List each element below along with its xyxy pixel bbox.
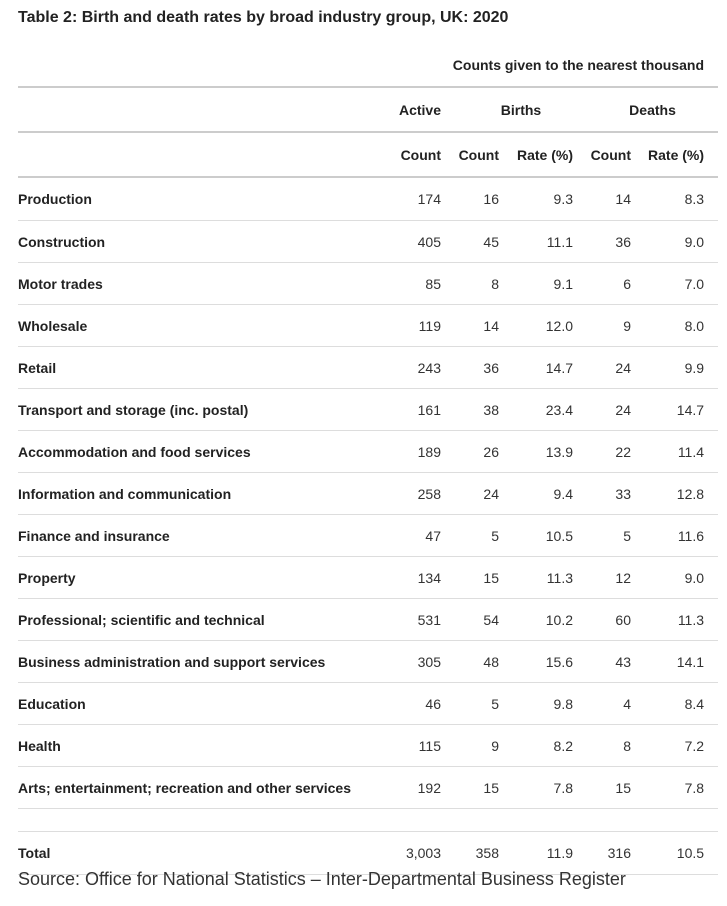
deaths-count: 4 [587, 683, 645, 725]
table-row [18, 557, 718, 599]
active-count: 243 [383, 347, 455, 389]
active-count: 192 [383, 767, 455, 809]
spacer-cell [18, 809, 718, 832]
deaths-rate: 8.3 [645, 177, 718, 221]
data-table [18, 43, 718, 875]
births-count: 14 [455, 305, 513, 347]
deaths-count: 33 [587, 473, 645, 515]
births-count: 45 [455, 221, 513, 263]
deaths-rate: 9.0 [645, 557, 718, 599]
active-count: 174 [383, 177, 455, 221]
births-rate: 11.1 [513, 221, 587, 263]
row-label: Finance and insurance [18, 515, 383, 557]
births-rate: 11.3 [513, 557, 587, 599]
row-label: Business administration and support services [18, 641, 383, 683]
table-row [18, 305, 718, 347]
deaths-count: 9 [587, 305, 645, 347]
active-count: 531 [383, 599, 455, 641]
total-deaths-count: 316 [587, 832, 645, 875]
deaths-rate: 9.0 [645, 221, 718, 263]
active-count: 258 [383, 473, 455, 515]
deaths-count: 22 [587, 431, 645, 473]
source-note: Source: Office for National Statistics – Inter-Departmental Business Register [18, 869, 626, 889]
births-count: 36 [455, 347, 513, 389]
total-label: Total [18, 832, 383, 875]
births-count: 24 [455, 473, 513, 515]
deaths-count: 14 [587, 177, 645, 221]
total-deaths-rate: 10.5 [645, 832, 718, 875]
births-count: 8 [455, 263, 513, 305]
active-count: 46 [383, 683, 455, 725]
row-label: Wholesale [18, 305, 383, 347]
births-count: 48 [455, 641, 513, 683]
row-label: Arts; entertainment; recreation and other services [18, 767, 383, 809]
deaths-rate: 12.8 [645, 473, 718, 515]
deaths-count: 5 [587, 515, 645, 557]
active-count: 85 [383, 263, 455, 305]
deaths-count: 15 [587, 767, 645, 809]
row-label: Professional; scientific and technical [18, 599, 383, 641]
deaths-rate: 7.8 [645, 767, 718, 809]
deaths-rate: 11.6 [645, 515, 718, 557]
table-row [18, 725, 718, 767]
deaths-count: 24 [587, 347, 645, 389]
births-rate: 13.9 [513, 431, 587, 473]
sub-header-deaths-count: Count [587, 132, 645, 177]
table-row [18, 263, 718, 305]
sub-header-active-count: Count [383, 132, 455, 177]
row-label: Retail [18, 347, 383, 389]
births-rate: 9.8 [513, 683, 587, 725]
active-count: 47 [383, 515, 455, 557]
table-row [18, 347, 718, 389]
row-label: Information and communication [18, 473, 383, 515]
active-count: 161 [383, 389, 455, 431]
table-head [18, 43, 718, 177]
deaths-rate: 11.4 [645, 431, 718, 473]
table-row [18, 767, 718, 809]
group-header-empty [18, 87, 383, 132]
deaths-rate: 8.4 [645, 683, 718, 725]
sub-header-row [18, 132, 718, 177]
row-label: Production [18, 177, 383, 221]
deaths-count: 60 [587, 599, 645, 641]
births-rate: 14.7 [513, 347, 587, 389]
table-row [18, 683, 718, 725]
sub-header-births-count: Count [455, 132, 513, 177]
births-rate: 10.5 [513, 515, 587, 557]
active-count: 134 [383, 557, 455, 599]
births-rate: 7.8 [513, 767, 587, 809]
deaths-rate: 8.0 [645, 305, 718, 347]
active-count: 189 [383, 431, 455, 473]
active-count: 405 [383, 221, 455, 263]
table-row [18, 431, 718, 473]
table-title: Table 2: Birth and death rates by broad industry group, UK: 2020 [18, 9, 509, 26]
deaths-count: 24 [587, 389, 645, 431]
deaths-rate: 9.9 [645, 347, 718, 389]
table-row [18, 221, 718, 263]
total-births-rate: 11.9 [513, 832, 587, 875]
sub-header-deaths-rate: Rate (%) [645, 132, 718, 177]
births-rate: 10.2 [513, 599, 587, 641]
table-row [18, 177, 718, 221]
table-row [18, 641, 718, 683]
births-count: 9 [455, 725, 513, 767]
row-label: Transport and storage (inc. postal) [18, 389, 383, 431]
row-label: Education [18, 683, 383, 725]
births-rate: 9.1 [513, 263, 587, 305]
births-rate: 9.4 [513, 473, 587, 515]
row-label: Motor trades [18, 263, 383, 305]
deaths-count: 12 [587, 557, 645, 599]
births-count: 16 [455, 177, 513, 221]
row-label: Property [18, 557, 383, 599]
births-count: 26 [455, 431, 513, 473]
births-rate: 9.3 [513, 177, 587, 221]
group-header-active: Active [383, 87, 455, 132]
deaths-rate: 7.0 [645, 263, 718, 305]
deaths-rate: 14.1 [645, 641, 718, 683]
births-count: 54 [455, 599, 513, 641]
table-row [18, 515, 718, 557]
deaths-rate: 14.7 [645, 389, 718, 431]
births-rate: 15.6 [513, 641, 587, 683]
sub-header-empty [18, 132, 383, 177]
deaths-count: 36 [587, 221, 645, 263]
active-count: 119 [383, 305, 455, 347]
births-count: 5 [455, 683, 513, 725]
births-count: 5 [455, 515, 513, 557]
births-count: 38 [455, 389, 513, 431]
deaths-count: 6 [587, 263, 645, 305]
sub-header-births-rate: Rate (%) [513, 132, 587, 177]
deaths-rate: 7.2 [645, 725, 718, 767]
total-active-count: 3,003 [383, 832, 455, 875]
counts-note: Counts given to the nearest thousand [18, 43, 718, 87]
active-count: 305 [383, 641, 455, 683]
table-row [18, 389, 718, 431]
group-header-births: Births [455, 87, 587, 132]
births-rate: 23.4 [513, 389, 587, 431]
group-header-row [18, 87, 718, 132]
group-header-deaths: Deaths [587, 87, 718, 132]
row-label: Health [18, 725, 383, 767]
births-rate: 8.2 [513, 725, 587, 767]
table-body [18, 177, 718, 875]
deaths-rate: 11.3 [645, 599, 718, 641]
active-count: 115 [383, 725, 455, 767]
note-row [18, 43, 718, 87]
spacer-row [18, 809, 718, 832]
total-births-count: 358 [455, 832, 513, 875]
row-label: Accommodation and food services [18, 431, 383, 473]
table-row [18, 599, 718, 641]
deaths-count: 8 [587, 725, 645, 767]
deaths-count: 43 [587, 641, 645, 683]
table-row [18, 473, 718, 515]
births-count: 15 [455, 557, 513, 599]
births-rate: 12.0 [513, 305, 587, 347]
births-count: 15 [455, 767, 513, 809]
row-label: Construction [18, 221, 383, 263]
